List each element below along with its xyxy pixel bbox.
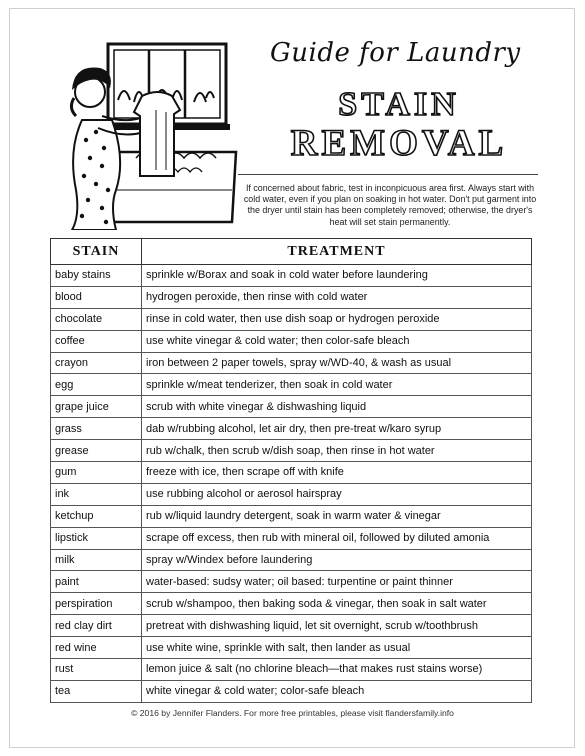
stain-cell: ink <box>51 483 142 505</box>
table-row <box>51 308 532 330</box>
treatment-cell: hydrogen peroxide, then rinse with cold water <box>142 286 532 308</box>
treatment-cell: white vinegar & cold water; color-safe bleach <box>142 680 532 702</box>
footer-credit: © 2016 by Jennifer Flanders. For more free printables, please visit flandersfamily.info <box>131 708 454 718</box>
stain-cell: grape juice <box>51 396 142 418</box>
table-row <box>51 440 532 462</box>
table-row <box>51 374 532 396</box>
treatment-cell: sprinkle w/meat tenderizer, then soak in cold water <box>142 374 532 396</box>
column-header-treatment: TREATMENT <box>142 239 532 265</box>
treatment-cell: rub w/chalk, then scrub w/dish soap, then rinse in hot water <box>142 440 532 462</box>
table-row <box>51 593 532 615</box>
table-row <box>51 571 532 593</box>
treatment-cell: spray w/Windex before laundering <box>142 549 532 571</box>
stain-cell: rust <box>51 659 142 681</box>
treatment-cell: iron between 2 paper towels, spray w/WD-40, & wash as usual <box>142 352 532 374</box>
title-stain: STAIN <box>338 86 460 123</box>
table-row <box>51 462 532 484</box>
stain-cell: tea <box>51 680 142 702</box>
table-row <box>51 680 532 702</box>
treatment-cell: sprinkle w/Borax and soak in cold water before laundering <box>142 265 532 287</box>
stain-cell: grass <box>51 418 142 440</box>
stain-cell: red clay dirt <box>51 615 142 637</box>
stain-cell: grease <box>51 440 142 462</box>
treatment-cell: pretreat with dishwashing liquid, let sit overnight, scrub w/toothbrush <box>142 615 532 637</box>
table-row <box>51 330 532 352</box>
treatment-cell: use white wine, sprinkle with salt, then lander as usual <box>142 637 532 659</box>
stain-cell: milk <box>51 549 142 571</box>
treatment-cell: rub w/liquid laundry detergent, soak in warm water & vinegar <box>142 505 532 527</box>
table-row <box>51 286 532 308</box>
divider-rule <box>238 174 538 175</box>
treatment-cell: use white vinegar & cold water; then color-safe bleach <box>142 330 532 352</box>
script-title: Guide for Laundry <box>270 38 521 68</box>
table-row <box>51 637 532 659</box>
stain-cell: chocolate <box>51 308 142 330</box>
table-header-row <box>51 239 532 265</box>
table-row <box>51 396 532 418</box>
treatment-cell: scrape off excess, then rub with mineral oil, followed by diluted amonia <box>142 527 532 549</box>
table-row <box>51 265 532 287</box>
table-row <box>51 527 532 549</box>
table-row <box>51 659 532 681</box>
treatment-cell: scrub w/shampoo, then baking soda & vinegar, then soak in salt water <box>142 593 532 615</box>
stain-cell: baby stains <box>51 265 142 287</box>
column-header-stain: STAIN <box>51 239 142 265</box>
treatment-cell: lemon juice & salt (no chlorine bleach—that makes rust stains worse) <box>142 659 532 681</box>
table-row <box>51 615 532 637</box>
stain-cell: blood <box>51 286 142 308</box>
stain-cell: perspiration <box>51 593 142 615</box>
stain-cell: paint <box>51 571 142 593</box>
table-row <box>51 352 532 374</box>
stain-table <box>50 238 532 703</box>
stain-cell: gum <box>51 462 142 484</box>
stain-cell: ketchup <box>51 505 142 527</box>
vintage-laundry-woman-illustration <box>46 40 242 230</box>
table-row <box>51 483 532 505</box>
treatment-cell: use rubbing alcohol or aerosol hairspray <box>142 483 532 505</box>
treatment-cell: dab w/rubbing alcohol, let air dry, then pre-treat w/karo syrup <box>142 418 532 440</box>
stain-cell: egg <box>51 374 142 396</box>
title-removal: REMOVAL <box>290 123 508 164</box>
stain-cell: crayon <box>51 352 142 374</box>
treatment-cell: freeze with ice, then scrape off with knife <box>142 462 532 484</box>
intro-text: If concerned about fabric, test in inconpicuous area first. Always start with cold water, even if you plan on soaking in hot water. Don't put garment into the dryer until stain has been completely removed; otherwise, the dryer's heat will set stain permanently. <box>243 183 537 227</box>
treatment-cell: rinse in cold water, then use dish soap or hydrogen peroxide <box>142 308 532 330</box>
stain-cell: coffee <box>51 330 142 352</box>
table-row <box>51 418 532 440</box>
table-row <box>51 549 532 571</box>
treatment-cell: scrub with white vinegar & dishwashing liquid <box>142 396 532 418</box>
stain-cell: red wine <box>51 637 142 659</box>
treatment-cell: water-based: sudsy water; oil based: turpentine or paint thinner <box>142 571 532 593</box>
stain-cell: lipstick <box>51 527 142 549</box>
table-row <box>51 505 532 527</box>
